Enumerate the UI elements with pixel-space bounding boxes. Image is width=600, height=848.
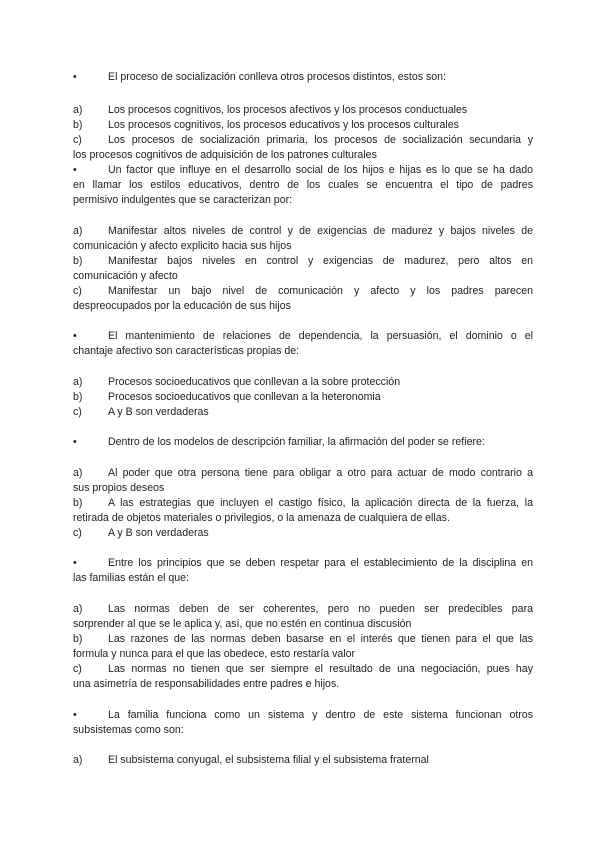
bullet-marker: • [73,557,77,569]
question-1-option-c-cont: los procesos cognitivos de adquisición de los patrones culturales [73,149,377,161]
question-2-option-c: c) Manifestar un bajo nivel de comunicación y afecto y los padres parecen [73,285,533,297]
question-3-stem-cont: chantaje afectivo son características propias de: [73,345,300,357]
question-4-option-c: c) A y B son verdaderas [73,527,209,539]
option-marker: a) [73,376,83,388]
question-3-option-b: b) Procesos socioeducativos que conllevan a la heteronomia [73,391,381,403]
question-5-option-c-cont: una asimetría de responsabilidades entre padres e hijos. [73,678,340,690]
option-marker: c) [73,406,82,418]
question-1-option-c: c) Los procesos de socialización primaria, los procesos de socialización secundaria y [73,134,533,146]
question-1-option-b: b) Los procesos cognitivos, los procesos educativos y los procesos culturales [73,119,459,131]
option-marker: b) [73,391,83,403]
option-marker: c) [73,134,82,146]
question-2-option-b-cont: comunicación y afecto [73,270,178,282]
question-3-option-c: c) A y B son verdaderas [73,406,209,418]
question-5-option-c: c) Las normas no tienen que ser siempre el resultado de una negociación, pues hay [73,663,533,675]
bullet-marker: • [73,436,77,448]
question-4-stem: • Dentro de los modelos de descripción familiar, la afirmación del poder se refiere: [73,436,485,448]
option-marker: b) [73,497,83,509]
question-6-stem: • La familia funciona como un sistema y dentro de este sistema funcionan otros [73,709,533,721]
question-6-stem-cont: subsistemas como son: [73,724,184,736]
question-5-option-b-cont: formula y nunca para el que las obedece, esto restaría valor [73,648,356,660]
option-marker: a) [73,754,83,766]
option-marker: c) [73,285,82,297]
question-1-option-a: a) Los procesos cognitivos, los procesos afectivos y los procesos conductuales [73,104,468,116]
question-6-option-a: a) El subsistema conyugal, el subsistema filial y el subsistema fraternal [73,754,429,766]
option-marker: b) [73,119,83,131]
question-1-stem: • El proceso de socialización conlleva otros procesos distintos, estos son: [73,71,446,83]
question-2-stem: • Un factor que influye en el desarrollo social de los hijos e hijas es lo que se ha dado [73,164,533,176]
option-marker: a) [73,603,83,615]
question-3-stem: • El mantenimiento de relaciones de dependencia, la persuasión, el dominio o el [73,330,533,342]
question-2-stem-cont: permisivo indulgentes que se caracterizan por: [73,194,293,206]
option-marker: a) [73,467,83,479]
question-2-option-c-cont: despreocupados por la educación de sus hijos [73,300,291,312]
question-5-option-a: a) Las normas deben de ser coherentes, pero no pueden ser predecibles para [73,603,533,615]
question-2-stem-cont: en llamar los estilos educativos, dentro de los cuales se encuentra el tipo de padres [73,179,533,191]
option-marker: b) [73,255,83,267]
question-5-option-b: b) Las razones de las normas deben basarse en el interés que tienen para el que las [73,633,533,645]
option-marker: a) [73,104,83,116]
question-2-option-b: b) Manifestar bajos niveles en control y exigencias de madurez, pero altos en [73,255,533,267]
option-marker: b) [73,633,83,645]
question-4-option-a: a) Al poder que otra persona tiene para obligar a otro para actuar de modo contrario a [73,467,533,479]
bullet-marker: • [73,709,77,721]
option-marker: c) [73,663,82,675]
question-3-option-a: a) Procesos socioeducativos que conllevan a la sobre protección [73,376,401,388]
question-4-option-a-cont: sus propios deseos [73,482,165,494]
bullet-marker: • [73,71,77,83]
question-4-option-b-cont: retirada de objetos materiales o privilegios, o la amenaza de cualquiera de ellas. [73,512,450,524]
bullet-marker: • [73,164,77,176]
question-5-stem-cont: las familias están el que: [73,572,190,584]
question-2-option-a-cont: comunicación y afecto explicito hacia sus hijos [73,240,292,252]
question-2-option-a: a) Manifestar altos niveles de control y de exigencias de madurez y bajos niveles de [73,225,533,237]
question-5-stem: • Entre los principios que se deben respetar para el establecimiento de la disciplina en [73,557,533,569]
bullet-marker: • [73,330,77,342]
option-marker: a) [73,225,83,237]
option-marker: c) [73,527,82,539]
question-5-option-a-cont: sorprender al que se le aplica y, así, que no estén en continua discusión [73,618,412,630]
question-4-option-b: b) A las estrategias que incluyen el castigo físico, la aplicación directa de la fuerza, la [73,497,533,509]
